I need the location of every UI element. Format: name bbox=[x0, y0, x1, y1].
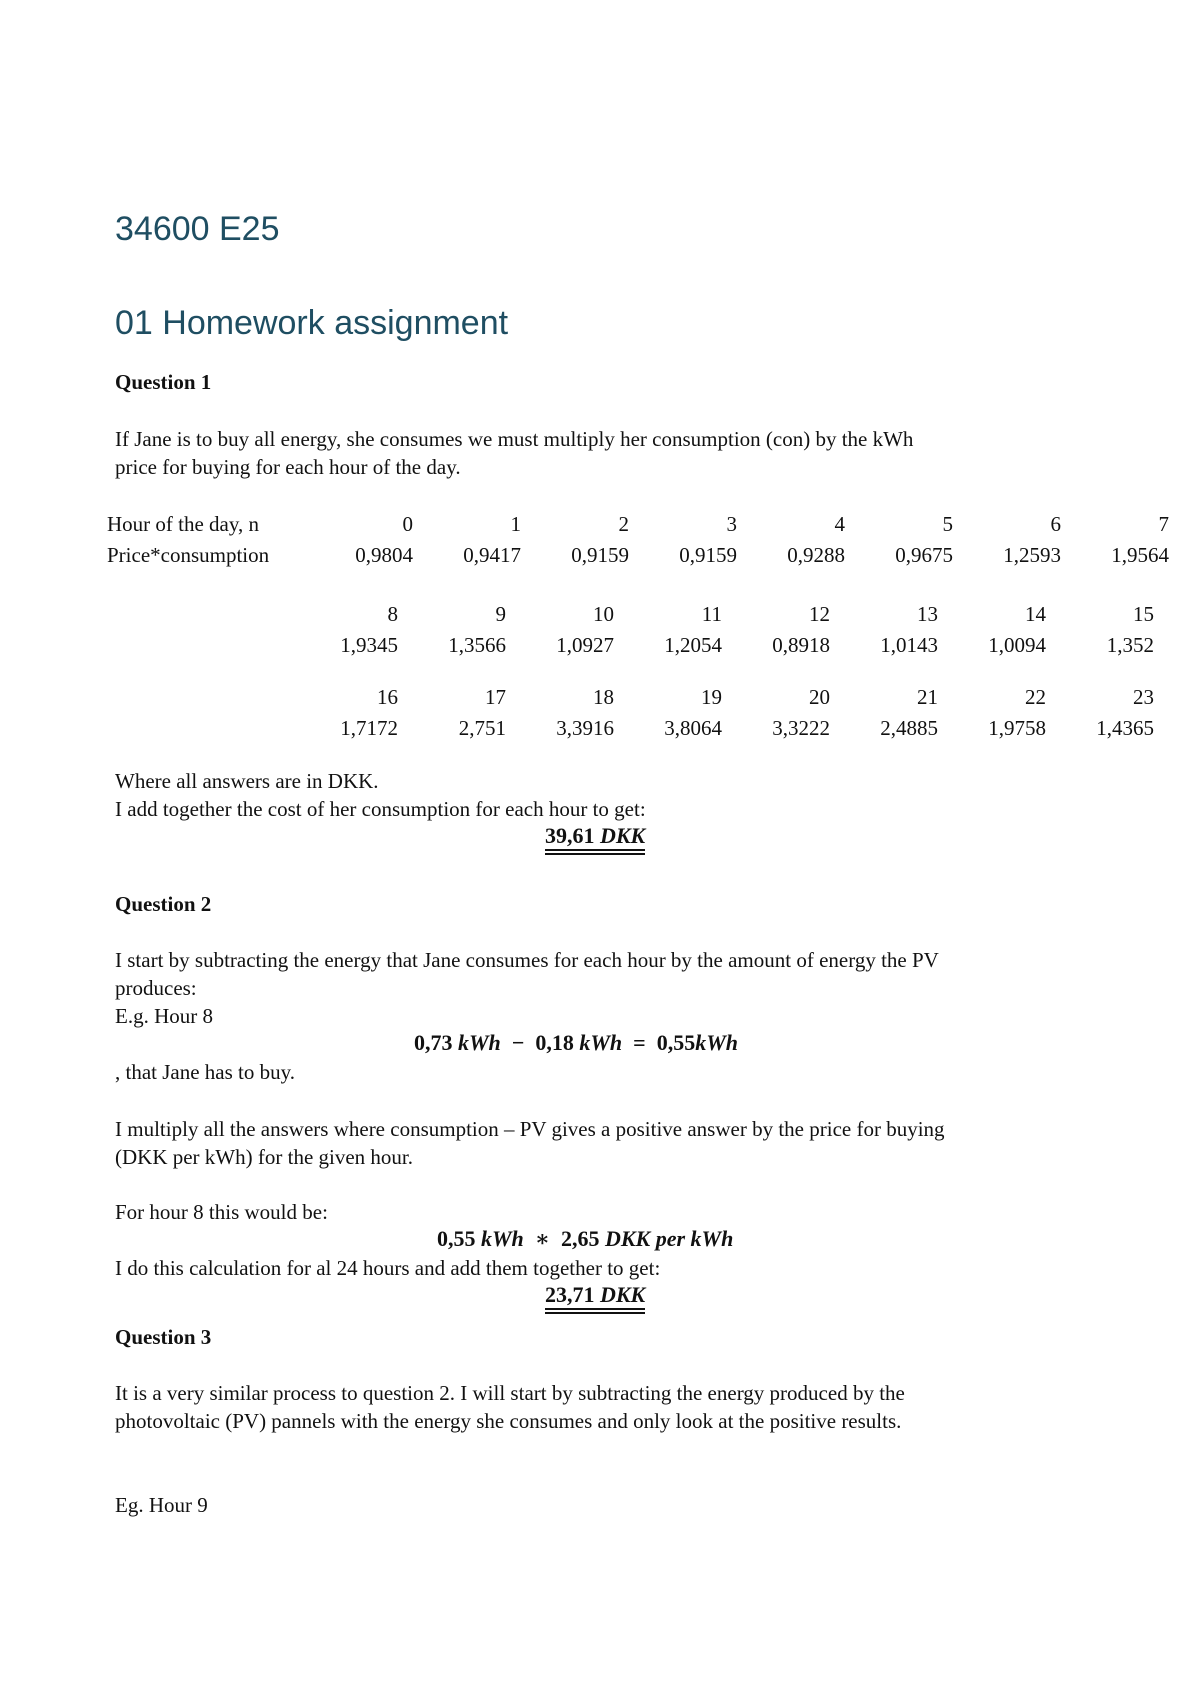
value-cell: 1,2054 bbox=[664, 633, 722, 657]
eq-term: 0,18 bbox=[535, 1030, 574, 1055]
eq-term: 0,73 bbox=[414, 1030, 453, 1055]
value-cell: 0,8918 bbox=[772, 633, 830, 657]
q2-heading: Question 2 bbox=[115, 892, 212, 916]
hour-cell: 16 bbox=[377, 685, 398, 709]
value-cell: 2,751 bbox=[458, 716, 506, 740]
value-cell: 1,2593 bbox=[1003, 543, 1061, 567]
q1-intro-line2: price for buying for each hour of the day. bbox=[115, 455, 461, 479]
hour-cell: 9 bbox=[495, 602, 506, 626]
value-cell: 1,9758 bbox=[988, 716, 1046, 740]
q2-line6: (DKK per kWh) for the given hour. bbox=[115, 1145, 413, 1169]
eq-unit: kWh bbox=[458, 1030, 501, 1055]
value-cell: 1,0143 bbox=[880, 633, 938, 657]
q2-result-unit: DKK bbox=[600, 1282, 646, 1307]
value-cell: 3,3222 bbox=[772, 716, 830, 740]
value-cell: 1,7172 bbox=[340, 716, 398, 740]
hour-cell: 12 bbox=[809, 602, 830, 626]
q3-line1: It is a very similar process to question 2. I will start by subtracting the energy produced by the bbox=[115, 1381, 905, 1405]
value-cell: 1,4365 bbox=[1096, 716, 1154, 740]
hour-cell: 7 bbox=[1158, 512, 1169, 536]
eq-operator: − bbox=[511, 1030, 525, 1055]
course-code: 34600 E25 bbox=[115, 210, 280, 248]
q2-line7: For hour 8 this would be: bbox=[115, 1200, 328, 1224]
hour-cell: 20 bbox=[809, 685, 830, 709]
eq-operator: = bbox=[633, 1030, 646, 1055]
q3-heading: Question 3 bbox=[115, 1325, 212, 1349]
hour-cell: 14 bbox=[1025, 602, 1046, 626]
eq-operator: ∗ bbox=[534, 1226, 550, 1251]
hour-cell: 5 bbox=[942, 512, 953, 536]
value-cell: 2,4885 bbox=[880, 716, 938, 740]
value-cell: 0,9675 bbox=[895, 543, 953, 567]
q1-result-number: 39,61 bbox=[545, 823, 595, 848]
hour-cell: 0 bbox=[402, 512, 413, 536]
value-cell: 1,0927 bbox=[556, 633, 614, 657]
eq-unit: DKK per kWh bbox=[605, 1226, 734, 1251]
value-cell: 0,9288 bbox=[787, 543, 845, 567]
q2-line5: I multiply all the answers where consumption – PV gives a positive answer by the price for buying bbox=[115, 1117, 945, 1141]
value-cell: 3,3916 bbox=[556, 716, 614, 740]
hour-cell: 13 bbox=[917, 602, 938, 626]
value-cell: 1,9345 bbox=[340, 633, 398, 657]
eq-unit: kWh bbox=[695, 1030, 738, 1055]
value-cell: 0,9159 bbox=[679, 543, 737, 567]
q2-line3: E.g. Hour 8 bbox=[115, 1004, 213, 1028]
page-title: 01 Homework assignment bbox=[115, 304, 509, 342]
hour-cell: 4 bbox=[834, 512, 845, 536]
value-cell: 1,9564 bbox=[1111, 543, 1169, 567]
hour-cell: 6 bbox=[1050, 512, 1061, 536]
hour-cell: 21 bbox=[917, 685, 938, 709]
q3-line3: Eg. Hour 9 bbox=[115, 1493, 208, 1517]
q2-equation-subtraction bbox=[414, 1030, 738, 1056]
hour-cell: 15 bbox=[1133, 602, 1154, 626]
eq-unit: kWh bbox=[579, 1030, 623, 1055]
value-cell: 0,9417 bbox=[463, 543, 521, 567]
value-cell: 1,3566 bbox=[448, 633, 506, 657]
hour-cell: 10 bbox=[593, 602, 614, 626]
q2-result bbox=[545, 1282, 645, 1308]
hour-cell: 3 bbox=[726, 512, 737, 536]
q3-line2: photovoltaic (PV) pannels with the energy she consumes and only look at the positive results. bbox=[115, 1409, 902, 1433]
hour-cell: 11 bbox=[701, 602, 722, 626]
row-label-hour: Hour of the day, n bbox=[107, 512, 260, 536]
q1-result bbox=[545, 823, 645, 849]
q2-line4: , that Jane has to buy. bbox=[115, 1060, 296, 1084]
q1-intro-line1: If Jane is to buy all energy, she consumes we must multiply her consumption (con) by the kWh bbox=[115, 427, 914, 451]
q1-note-line2: I add together the cost of her consumption for each hour to get: bbox=[115, 797, 646, 821]
hour-cell: 22 bbox=[1025, 685, 1046, 709]
hour-cell: 23 bbox=[1133, 685, 1154, 709]
value-cell: 0,9159 bbox=[571, 543, 629, 567]
q1-note-line1: Where all answers are in DKK. bbox=[115, 769, 379, 793]
hour-cell: 17 bbox=[485, 685, 506, 709]
q1-heading: Question 1 bbox=[115, 370, 212, 394]
hour-cell: 8 bbox=[387, 602, 398, 626]
q2-result-number: 23,71 bbox=[545, 1282, 595, 1307]
hour-cell: 18 bbox=[593, 685, 614, 709]
eq-term: 0,55 bbox=[656, 1030, 696, 1055]
eq-unit: kWh bbox=[481, 1226, 524, 1251]
value-cell: 1,0094 bbox=[988, 633, 1046, 657]
eq-term: 2,65 bbox=[561, 1226, 600, 1251]
q2-line2: produces: bbox=[115, 976, 197, 1000]
value-cell: 3,8064 bbox=[664, 716, 722, 740]
q1-result-unit: DKK bbox=[600, 823, 646, 848]
value-cell: 0,9804 bbox=[355, 543, 413, 567]
q2-line8: I do this calculation for al 24 hours and add them together to get: bbox=[115, 1256, 661, 1280]
hour-cell: 19 bbox=[701, 685, 722, 709]
hour-cell: 2 bbox=[618, 512, 629, 536]
value-cell: 1,352 bbox=[1106, 633, 1154, 657]
hour-cell: 1 bbox=[510, 512, 521, 536]
row-label-value: Price*consumption bbox=[107, 543, 270, 567]
eq-term: 0,55 bbox=[437, 1226, 476, 1251]
q2-line1: I start by subtracting the energy that Jane consumes for each hour by the amount of energy the PV bbox=[115, 948, 939, 972]
q2-equation-multiplication bbox=[437, 1226, 733, 1252]
